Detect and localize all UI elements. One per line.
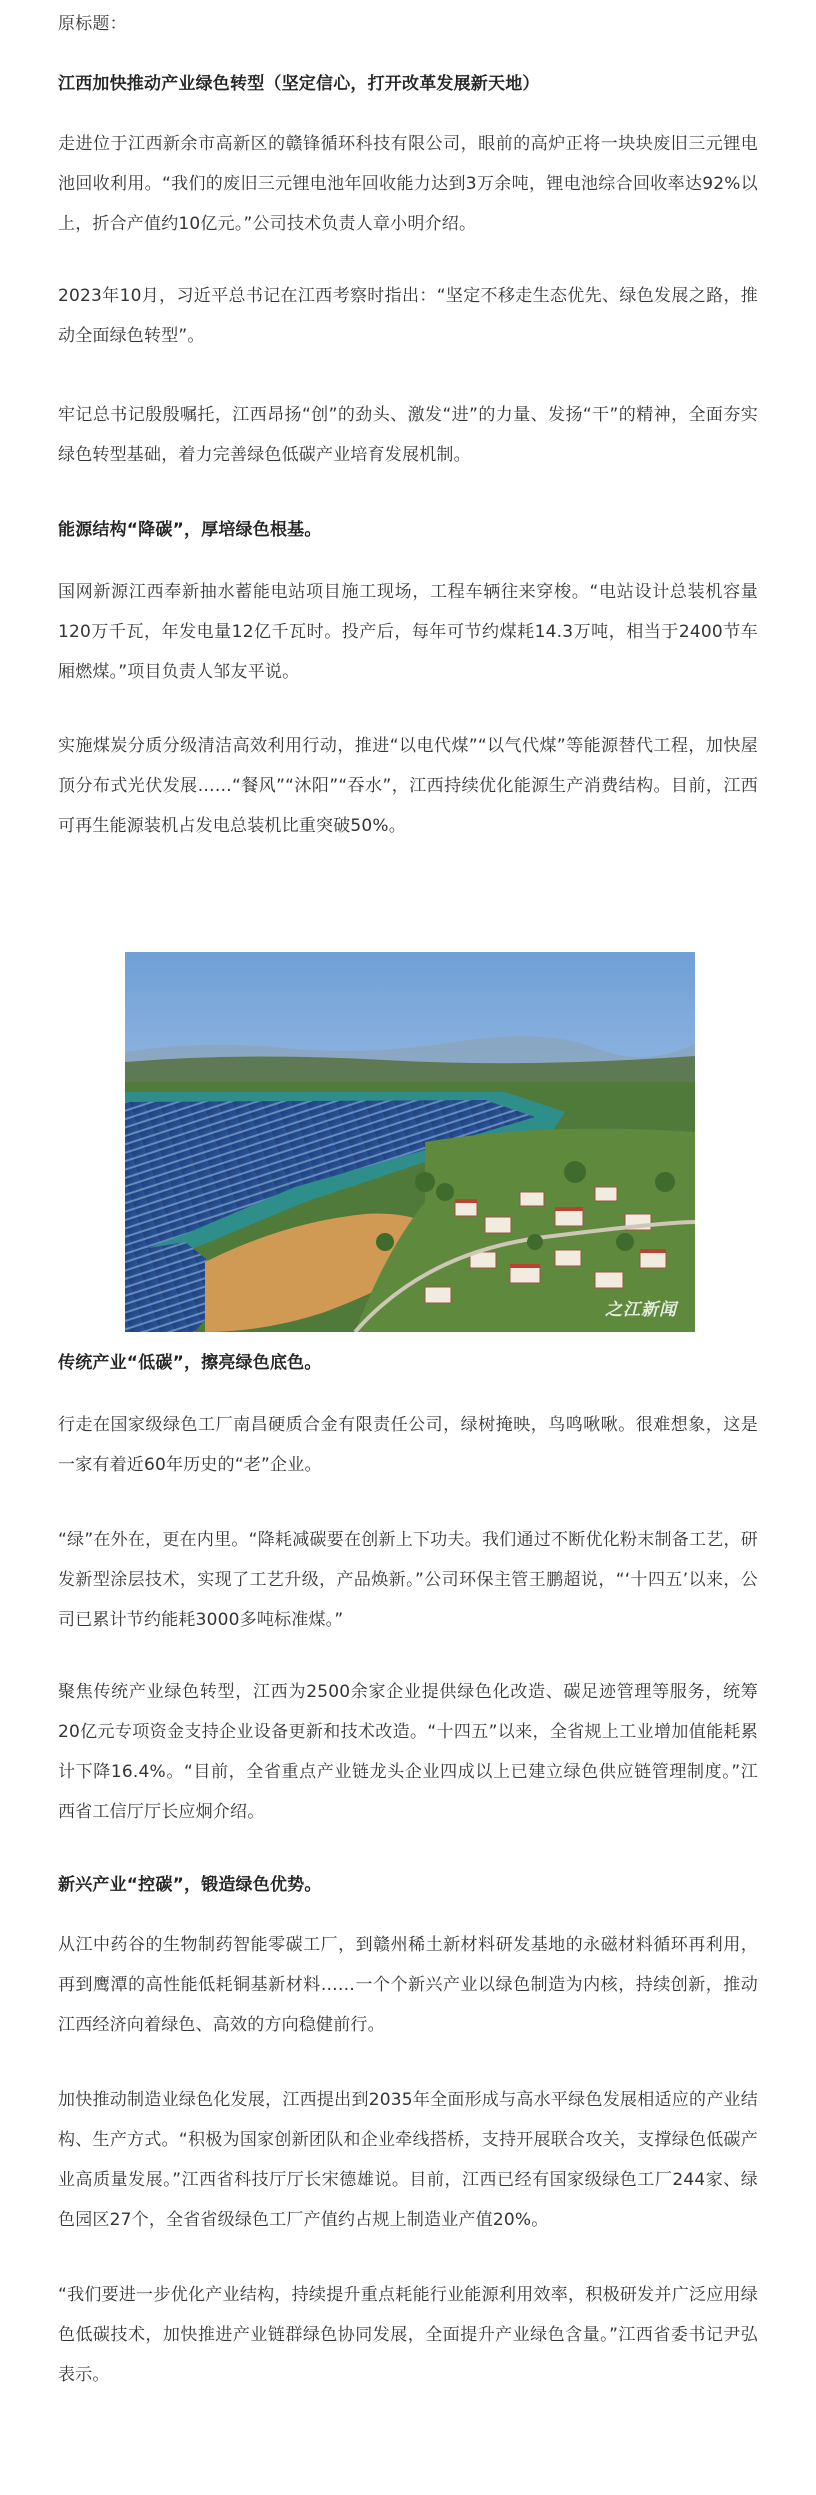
section-heading-emerging: 新兴产业“控碳”，锻造绿色优势。 <box>58 1875 322 1895</box>
paragraph-6: 行走在国家级绿色工厂南昌硬质合金有限责任公司，绿树掩映，鸟鸣啾啾。很难想象，这是一家有着近60年历史的“老”企业。 <box>58 1415 758 1475</box>
paragraph-11: “我们要进一步优化产业结构，持续提升重点耗能行业能源利用效率，积极研发并广泛应用绿色低碳技术，加快推进产业链群绿色协同发展，全面提升产业绿色含量。”江西省委书记尹弘表示。 <box>58 2285 758 2385</box>
source-label: 原标题： <box>58 14 127 34</box>
section-heading-traditional: 传统产业“低碳”，擦亮绿色底色。 <box>58 1353 322 1373</box>
paragraph-9: 从江中药谷的生物制药智能零碳工厂，到赣州稀土新材料研发基地的永磁材料循环再利用，再到鹰潭的高性能低耗铜基新材料……一个个新兴产业以绿色制造为内核，持续创新，推动江西经济向着绿色、高效的方向稳健前行。 <box>58 1935 758 2035</box>
paragraph-2: 2023年10月，习近平总书记在江西考察时指出：“坚定不移走生态优先、绿色发展之路，推动全面绿色转型”。 <box>58 286 758 346</box>
article-title: 江西加快推动产业绿色转型（坚定信心，打开改革发展新天地） <box>58 74 540 94</box>
paragraph-3: 牢记总书记殷殷嘱托，江西昂扬“创”的劲头、激发“进”的力量、发扬“干”的精神，全面夯实绿色转型基础，着力完善绿色低碳产业培育发展机制。 <box>58 405 758 465</box>
section-heading-energy: 能源结构“降碳”，厚培绿色根基。 <box>58 520 322 540</box>
paragraph-4: 国网新源江西奉新抽水蓄能电站项目施工现场，工程车辆往来穿梭。“电站设计总装机容量120万千瓦，年发电量12亿千瓦时。投产后，每年可节约煤耗14.3万吨，相当于2400节车厢燃煤。”项目负责人邹友平说。 <box>58 582 758 682</box>
paragraph-7: “绿”在外在，更在内里。“降耗减碳要在创新上下功夫。我们通过不断优化粉末制备工艺，研发新型涂层技术，实现了工艺升级，产品焕新。”公司环保主管王鹏超说，“‘十四五’以来，公司已累计节约能耗3000多吨标准煤。” <box>58 1530 758 1630</box>
photo-watermark: 之江新闻 <box>605 1300 677 1320</box>
paragraph-5: 实施煤炭分质分级清洁高效利用行动，推进“以电代煤”“以气代煤”等能源替代工程，加快屋顶分布式光伏发展……“餐风”“沐阳”“吞水”，江西持续优化能源生产消费结构。目前，江西可再生能源装机占发电总装机比重突破50%。 <box>58 736 758 836</box>
aerial-solar-farm-photo <box>125 952 695 1332</box>
paragraph-1: 走进位于江西新余市高新区的赣锋循环科技有限公司，眼前的高炉正将一块块废旧三元锂电池回收利用。“我们的废旧三元锂电池年回收能力达到3万余吨，锂电池综合回收率达92%以上，折合产值约10亿元。”公司技术负责人章小明介绍。 <box>58 134 758 234</box>
paragraph-8: 聚焦传统产业绿色转型，江西为2500余家企业提供绿色化改造、碳足迹管理等服务，统筹20亿元专项资金支持企业设备更新和技术改造。“十四五”以来，全省规上工业增加值能耗累计下降16.4%。“目前，全省重点产业链龙头企业四成以上已建立绿色供应链管理制度。”江西省工信厅厅长应炯介绍。 <box>58 1682 758 1822</box>
paragraph-10: 加快推动制造业绿色化发展，江西提出到2035年全面形成与高水平绿色发展相适应的产业结构、生产方式。“积极为国家创新团队和企业牵线搭桥，支持开展联合攻关，支撑绿色低碳产业高质量发展。”江西省科技厅厅长宋德雄说。目前，江西已经有国家级绿色工厂244家、绿色园区27个，全省省级绿色工厂产值约占规上制造业产值20%。 <box>58 2090 758 2230</box>
